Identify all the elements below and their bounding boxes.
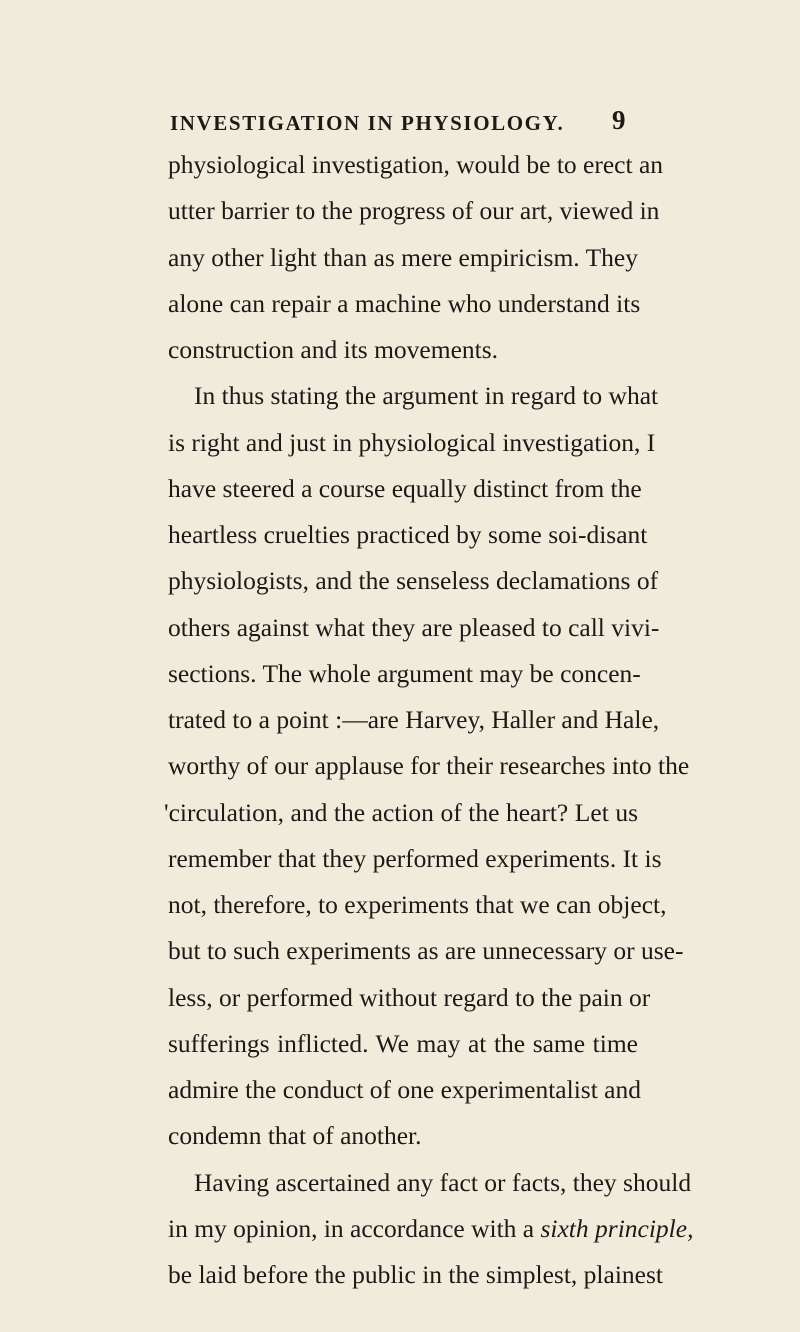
text-line: is right and just in physiological investigation, I [168, 427, 656, 457]
text-line-with-italic [168, 1206, 694, 1252]
text-line: physiologists, and the senseless declamations of [168, 566, 659, 596]
text-line: In thus stating the argument in regard to what [194, 381, 659, 411]
body-text [164, 142, 694, 1298]
text-line: worthy of our applause for their researches into the [168, 751, 690, 781]
text-line: Having ascertained any fact or facts, they should [194, 1167, 692, 1197]
text-line: construction and its movements. [168, 335, 499, 364]
text-line: remember that they performed experiments. It is [168, 843, 662, 873]
text-line: be laid before the public in the simplest, plainest [168, 1260, 663, 1289]
text-line: any other light than as mere empiricism. They [168, 242, 638, 272]
text-line: admire the conduct of one experimentalist and [168, 1075, 641, 1104]
text-line: trated to a point :—are Harvey, Haller and Hale, [168, 705, 660, 734]
running-title: INVESTIGATION IN PHYSIOLOGY. [170, 111, 565, 135]
running-head [0, 103, 800, 139]
text-line: physiological investigation, would be to erect an [168, 150, 664, 179]
page-number: 9 [612, 105, 626, 135]
text-line: have steered a course equally distinct from the [168, 473, 642, 503]
text-line: 'circulation, and the action of the heart? Let us [164, 797, 638, 827]
italic-phrase: sixth principle, [540, 1213, 694, 1243]
text-line: less, or performed without regard to the pain or [168, 982, 651, 1012]
text-line: but to such experiments as are unnecessary or use- [168, 936, 684, 966]
text-line: alone can repair a machine who understand its [168, 288, 641, 318]
text-line: heartless cruelties practiced by some soi-disant [168, 520, 648, 549]
text-segment: in my opinion, in accordance with a [168, 1213, 535, 1243]
text-line: sections. The whole argument may be concen- [168, 658, 641, 688]
text-line: utter barrier to the progress of our art, viewed in [168, 196, 660, 226]
text-line: not, therefore, to experiments that we can object, [168, 890, 667, 919]
text-line: others against what they are pleased to call vivi- [168, 612, 660, 642]
text-line: sufferings inflicted. We may at the same time [168, 1028, 638, 1058]
text-line: condemn that of another. [168, 1121, 422, 1151]
